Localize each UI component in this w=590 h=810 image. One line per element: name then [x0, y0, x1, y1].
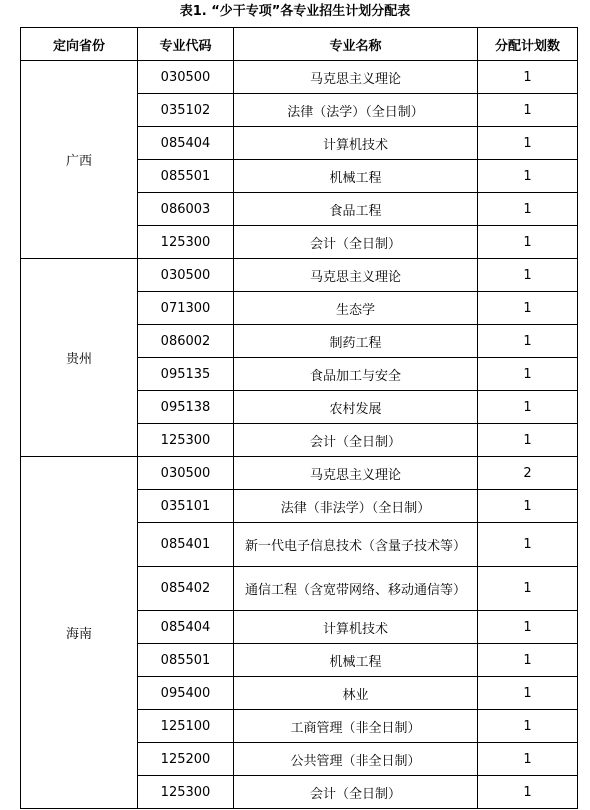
code-cell: 125300 — [138, 226, 234, 259]
province-cell: 海南 — [21, 457, 138, 809]
count-cell: 1 — [478, 292, 578, 325]
major-name-cell: 制药工程 — [234, 325, 478, 358]
count-cell: 1 — [478, 94, 578, 127]
major-name-cell: 食品加工与安全 — [234, 358, 478, 391]
major-name-cell: 马克思主义理论 — [234, 457, 478, 490]
count-cell: 1 — [478, 259, 578, 292]
code-cell: 071300 — [138, 292, 234, 325]
code-cell: 125300 — [138, 424, 234, 457]
major-name-cell: 法律（非法学）（全日制） — [234, 490, 478, 523]
count-cell: 1 — [478, 644, 578, 677]
province-cell: 贵州 — [21, 259, 138, 457]
code-cell: 085501 — [138, 644, 234, 677]
code-cell: 085402 — [138, 567, 234, 611]
count-cell: 1 — [478, 160, 578, 193]
count-cell: 1 — [478, 523, 578, 567]
table-row — [21, 457, 578, 490]
major-name-cell: 机械工程 — [234, 160, 478, 193]
count-cell: 1 — [478, 743, 578, 776]
count-cell: 1 — [478, 611, 578, 644]
allocation-table — [20, 27, 578, 809]
major-name-cell: 机械工程 — [234, 644, 478, 677]
count-cell: 1 — [478, 226, 578, 259]
major-name-cell: 法律（法学）（全日制） — [234, 94, 478, 127]
table-row — [21, 259, 578, 292]
code-cell: 095400 — [138, 677, 234, 710]
major-name-cell: 农村发展 — [234, 391, 478, 424]
header-province: 定向省份 — [21, 28, 138, 61]
count-cell: 1 — [478, 61, 578, 94]
code-cell: 085404 — [138, 127, 234, 160]
code-cell: 085501 — [138, 160, 234, 193]
major-name-cell: 新一代电子信息技术（含量子技术等） — [234, 523, 478, 567]
major-name-cell: 会计（全日制） — [234, 226, 478, 259]
code-cell: 086002 — [138, 325, 234, 358]
count-cell: 1 — [478, 567, 578, 611]
code-cell: 085401 — [138, 523, 234, 567]
code-cell: 086003 — [138, 193, 234, 226]
count-cell: 1 — [478, 127, 578, 160]
major-name-cell: 计算机技术 — [234, 127, 478, 160]
count-cell: 1 — [478, 325, 578, 358]
count-cell: 1 — [478, 193, 578, 226]
major-name-cell: 会计（全日制） — [234, 776, 478, 809]
count-cell: 1 — [478, 677, 578, 710]
major-name-cell: 计算机技术 — [234, 611, 478, 644]
major-name-cell: 马克思主义理论 — [234, 259, 478, 292]
table-row — [21, 61, 578, 94]
table-body — [21, 61, 578, 809]
code-cell: 125300 — [138, 776, 234, 809]
header-count: 分配计划数 — [478, 28, 578, 61]
major-name-cell: 马克思主义理论 — [234, 61, 478, 94]
count-cell: 1 — [478, 391, 578, 424]
code-cell: 085404 — [138, 611, 234, 644]
table-title: 表1. “少干专项”各专业招生计划分配表 — [179, 4, 411, 19]
code-cell: 125200 — [138, 743, 234, 776]
table-header-row — [21, 28, 578, 61]
major-name-cell: 工商管理（非全日制） — [234, 710, 478, 743]
header-name: 专业名称 — [234, 28, 478, 61]
major-name-cell: 林业 — [234, 677, 478, 710]
count-cell: 1 — [478, 424, 578, 457]
count-cell: 1 — [478, 710, 578, 743]
code-cell: 030500 — [138, 61, 234, 94]
major-name-cell: 公共管理（非全日制） — [234, 743, 478, 776]
code-cell: 035101 — [138, 490, 234, 523]
code-cell: 095138 — [138, 391, 234, 424]
count-cell: 1 — [478, 776, 578, 809]
major-name-cell: 会计（全日制） — [234, 424, 478, 457]
major-name-cell: 食品工程 — [234, 193, 478, 226]
code-cell: 030500 — [138, 259, 234, 292]
province-cell: 广西 — [21, 61, 138, 259]
major-name-cell: 通信工程（含宽带网络、移动通信等） — [234, 567, 478, 611]
count-cell: 2 — [478, 457, 578, 490]
code-cell: 095135 — [138, 358, 234, 391]
header-code: 专业代码 — [138, 28, 234, 61]
code-cell: 125100 — [138, 710, 234, 743]
major-name-cell: 生态学 — [234, 292, 478, 325]
code-cell: 030500 — [138, 457, 234, 490]
code-cell: 035102 — [138, 94, 234, 127]
count-cell: 1 — [478, 358, 578, 391]
count-cell: 1 — [478, 490, 578, 523]
